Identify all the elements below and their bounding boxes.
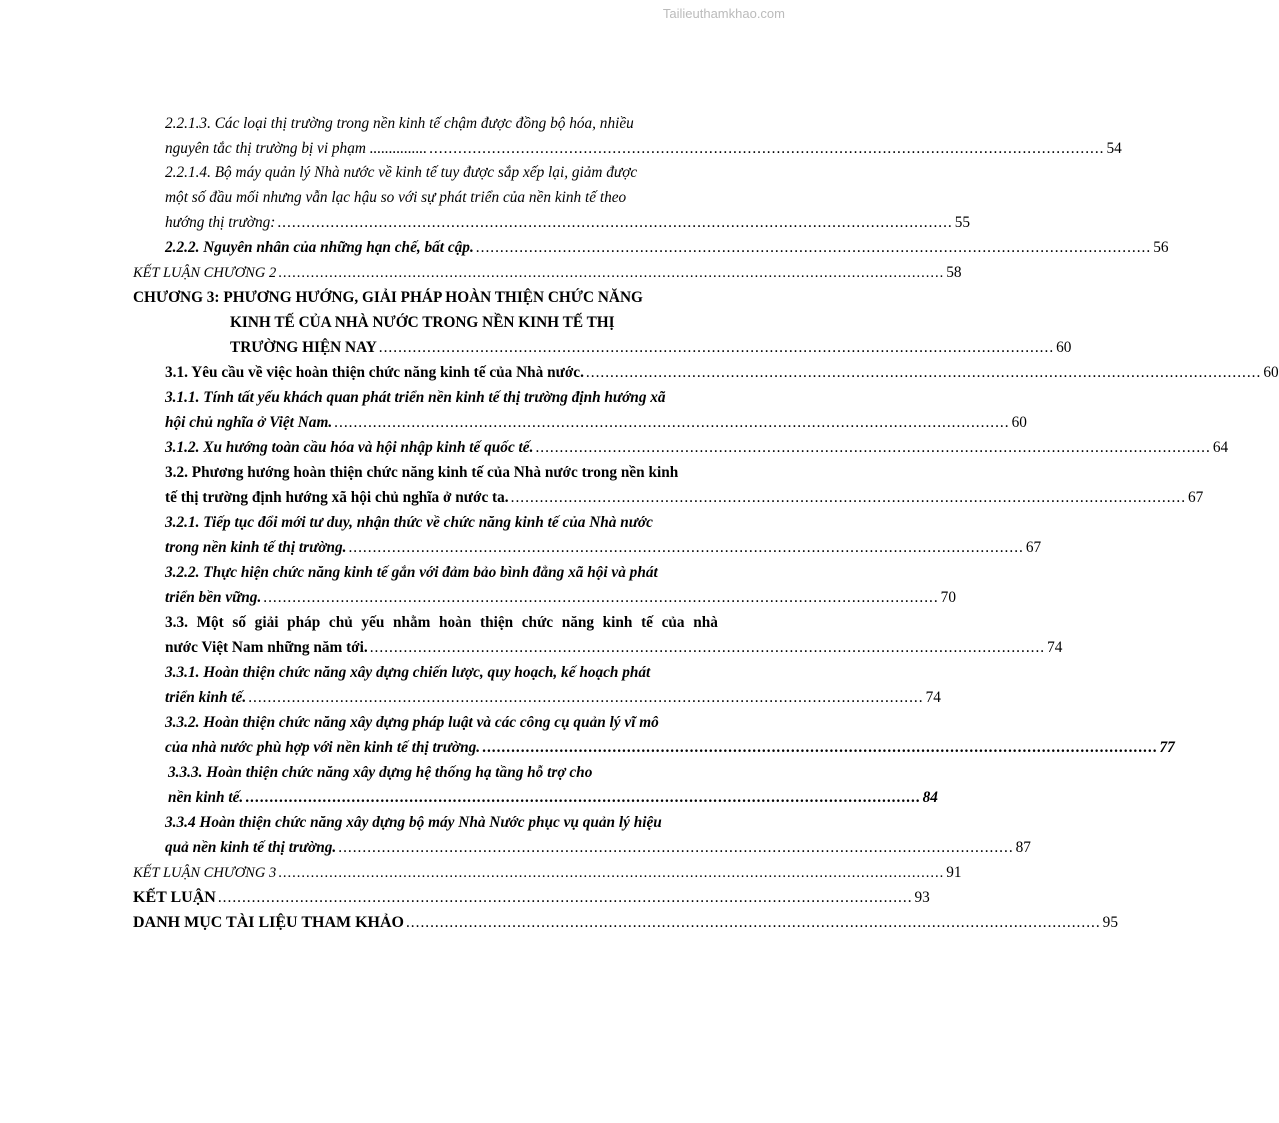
- toc-page-number: 95: [1102, 914, 1118, 931]
- toc-entry-title: triển bền vững.: [165, 589, 262, 606]
- toc-entry-chuong-3-line1: CHƯƠNG 3: PHƯƠNG HƯỚNG, GIẢI PHÁP HOÀN THIỆN CHỨC NĂNG: [133, 289, 643, 306]
- toc-leader-dots: ............................................................................................................................................: [378, 339, 1055, 356]
- toc-leader-dots: ............................................................................................................................................: [334, 414, 1010, 431]
- toc-leader-dots: ............................................................................................................................................: [429, 140, 1105, 157]
- toc-entry-2-2-1-4[interactable]: [165, 212, 971, 233]
- toc-entry-chuong-3-line2: KINH TẾ CỦA NHÀ NƯỚC TRONG NỀN KINH TẾ THỊ: [230, 314, 615, 331]
- toc-entry-title: 3.1. Yêu cầu về việc hoàn thiện chức năng kinh tế của Nhà nước.: [165, 364, 584, 381]
- toc-entry-danh-muc-tai-lieu[interactable]: [133, 912, 1118, 933]
- toc-entry-title: quả nền kinh tế thị trường.: [165, 839, 337, 856]
- toc-entry-title: TRƯỜNG HIỆN NAY: [230, 339, 377, 356]
- toc-page-number: 84: [922, 789, 938, 806]
- toc-leader-dots: ............................................................................................................................................: [585, 364, 1262, 381]
- word: chức: [521, 614, 554, 631]
- toc-entry-title: triển kinh tế.: [165, 689, 247, 706]
- toc-entry-2-2-1-4-line1: 2.2.1.4. Bộ máy quản lý Nhà nước về kinh tế tuy được sắp xếp lại, giảm được: [165, 164, 638, 181]
- toc-entry-3-1[interactable]: [165, 362, 1279, 383]
- toc-page-number: 55: [954, 214, 971, 231]
- toc-entry-title: hướng thị trường:: [165, 214, 276, 231]
- toc-entry-title: 2.2.2. Nguyên nhân của những hạn chế, bất cập.: [165, 239, 474, 256]
- toc-entry-ket-luan[interactable]: [133, 887, 930, 908]
- word: tế: [641, 614, 653, 631]
- toc-entry-title: của nhà nước phù hợp với nền kinh tế thị trường.: [165, 739, 481, 756]
- toc-entry-title: KẾT LUẬN CHƯƠNG 3: [133, 865, 277, 881]
- toc-leader-dots: ............................................................................................................................................: [535, 439, 1211, 456]
- toc-entry-title: 3.1.2. Xu hướng toàn cầu hóa và hội nhập kinh tế quốc tế.: [165, 439, 534, 456]
- toc-entry-3-3-4[interactable]: [165, 837, 1031, 858]
- toc-page-number: 93: [914, 889, 930, 906]
- toc-leader-dots: ............................................................................................................................................: [277, 214, 953, 231]
- toc-entry-3-3-2[interactable]: [165, 737, 1175, 758]
- toc-page-number: 87: [1015, 839, 1031, 856]
- toc-entry-3-3-2-line1: 3.3.2. Hoàn thiện chức năng xây dựng pháp luật và các công cụ quản lý vĩ mô: [165, 714, 659, 731]
- toc-entry-3-3-3[interactable]: [168, 787, 938, 808]
- toc-entry-3-3-4-line1: 3.3.4 Hoàn thiện chức năng xây dựng bộ máy Nhà Nước phục vụ quản lý hiệu: [165, 814, 662, 831]
- watermark: Tailieuthamkhao.com: [662, 6, 785, 21]
- toc-entry-title: KẾT LUẬN CHƯƠNG 2: [133, 265, 277, 281]
- toc-leader-dots: ............................................................................................................................................: [348, 539, 1024, 556]
- toc-entry-ket-luan-chuong-3[interactable]: [133, 862, 962, 883]
- toc-entry-3-3-line1: [165, 612, 718, 633]
- word: yếu: [361, 614, 385, 631]
- toc-leader-dots: ................................................................................................................................................: [278, 265, 945, 281]
- toc-entry-chuong-3[interactable]: [230, 337, 1072, 358]
- word: thiện: [479, 614, 514, 631]
- toc-entry-ket-luan-chuong-2[interactable]: [133, 262, 962, 283]
- toc-page-number: 56: [1153, 239, 1169, 256]
- toc-page-number: 60: [1263, 364, 1279, 381]
- toc-entry-2-2-1-3-line1: 2.2.1.3. Các loại thị trường trong nền kinh tế chậm được đồng bộ hóa, nhiều: [165, 115, 634, 132]
- toc-entry-title: nền kinh tế.: [168, 789, 244, 806]
- toc-entry-3-3-1[interactable]: [165, 687, 941, 708]
- toc-entry-3-2-1-line1: 3.2.1. Tiếp tục đổi mới tư duy, nhận thức về chức năng kinh tế của Nhà nước: [165, 514, 653, 531]
- toc-leader-dots: ............................................................................................................................................: [482, 739, 1158, 756]
- word: 3.3.: [165, 614, 188, 631]
- toc-page-number: 67: [1025, 539, 1042, 556]
- toc-page-number: 67: [1188, 489, 1204, 506]
- toc-page-number: 54: [1106, 140, 1122, 157]
- toc-leader-dots: ............................................................................................................................................: [245, 789, 921, 806]
- word: kinh: [602, 614, 633, 631]
- word: nhà: [693, 614, 718, 631]
- toc-entry-3-2-line1: 3.2. Phương hướng hoàn thiện chức năng kinh tế của Nhà nước trong nền kinh: [165, 464, 679, 481]
- toc-entry-3-3-1-line1: 3.3.1. Hoàn thiện chức năng xây dựng chiến lược, quy hoạch, kế hoạch phát: [165, 664, 651, 681]
- toc-leader-dots: ................................................................................................................................................: [405, 914, 1101, 931]
- toc-entry-title: hội chủ nghĩa ở Việt Nam.: [165, 414, 333, 431]
- toc-entry-2-2-1-4-line2: một số đầu mối nhưng vẫn lạc hậu so với sự phát triển của nền kinh tế theo: [165, 189, 627, 206]
- word: pháp: [287, 614, 321, 631]
- toc-entry-2-2-2[interactable]: [165, 237, 1169, 258]
- toc-entry-3-2-1[interactable]: [165, 537, 1042, 558]
- toc-leader-dots: ............................................................................................................................................: [475, 239, 1152, 256]
- word: năng: [561, 614, 594, 631]
- toc-page-number: 60: [1056, 339, 1072, 356]
- toc-page-number: 60: [1011, 414, 1027, 431]
- toc-entry-title: nguyên tắc thị trường bị vi phạm ...............: [165, 140, 428, 157]
- word: Một: [196, 614, 224, 631]
- toc-entry-title: DANH MỤC TÀI LIỆU THAM KHẢO: [133, 914, 404, 931]
- toc-leader-dots: ............................................................................................................................................: [338, 839, 1014, 856]
- toc-entry-3-3[interactable]: [165, 637, 1063, 658]
- toc-entry-3-2[interactable]: [165, 487, 1204, 508]
- toc-entry-3-2-2-line1: 3.2.2. Thực hiện chức năng kinh tế gắn với đảm bảo bình đẳng xã hội và phát: [165, 564, 658, 581]
- toc-page-number: 64: [1212, 439, 1229, 456]
- toc-page-number: 77: [1159, 739, 1175, 756]
- toc-page-number: 58: [946, 264, 962, 281]
- toc-entry-3-2-2[interactable]: [165, 587, 956, 608]
- toc-leader-dots: ............................................................................................................................................: [248, 689, 924, 706]
- toc-entry-title: tế thị trường định hướng xã hội chủ nghĩa ở nước ta.: [165, 489, 509, 506]
- toc-entry-title: trong nền kinh tế thị trường.: [165, 539, 347, 556]
- toc-entry-title: nước Việt Nam những năm tới.: [165, 639, 368, 656]
- toc-leader-dots: ................................................................................................................................................: [278, 865, 945, 881]
- toc-page-number: 70: [940, 589, 956, 606]
- toc-entry-3-3-3-line1: 3.3.3. Hoàn thiện chức năng xây dựng hệ thống hạ tầng hỗ trợ cho: [168, 764, 593, 781]
- toc-leader-dots: ............................................................................................................................................: [263, 589, 939, 606]
- toc-leader-dots: ............................................................................................................................................: [369, 639, 1046, 656]
- toc-page-number: 74: [925, 689, 941, 706]
- toc-page-number: 91: [946, 864, 962, 881]
- word: của: [661, 614, 685, 631]
- toc-leader-dots: ................................................................................................................................................: [217, 889, 913, 906]
- toc-leader-dots: ............................................................................................................................................: [510, 489, 1187, 506]
- toc-entry-3-1-1-line1: 3.1.1. Tính tất yếu khách quan phát triển nền kinh tế thị trường định hướng xã: [165, 389, 666, 406]
- toc-entry-3-1-1[interactable]: [165, 412, 1027, 433]
- toc-entry-title: KẾT LUẬN: [133, 889, 216, 906]
- toc-entry-2-2-1-3[interactable]: [165, 138, 1122, 159]
- word: số: [232, 614, 247, 631]
- word: hoàn: [439, 614, 472, 631]
- word: chủ: [328, 614, 353, 631]
- word: giải: [254, 614, 279, 631]
- word: nhằm: [392, 614, 431, 631]
- toc-page-number: 74: [1047, 639, 1063, 656]
- toc-entry-3-1-2[interactable]: [165, 437, 1229, 458]
